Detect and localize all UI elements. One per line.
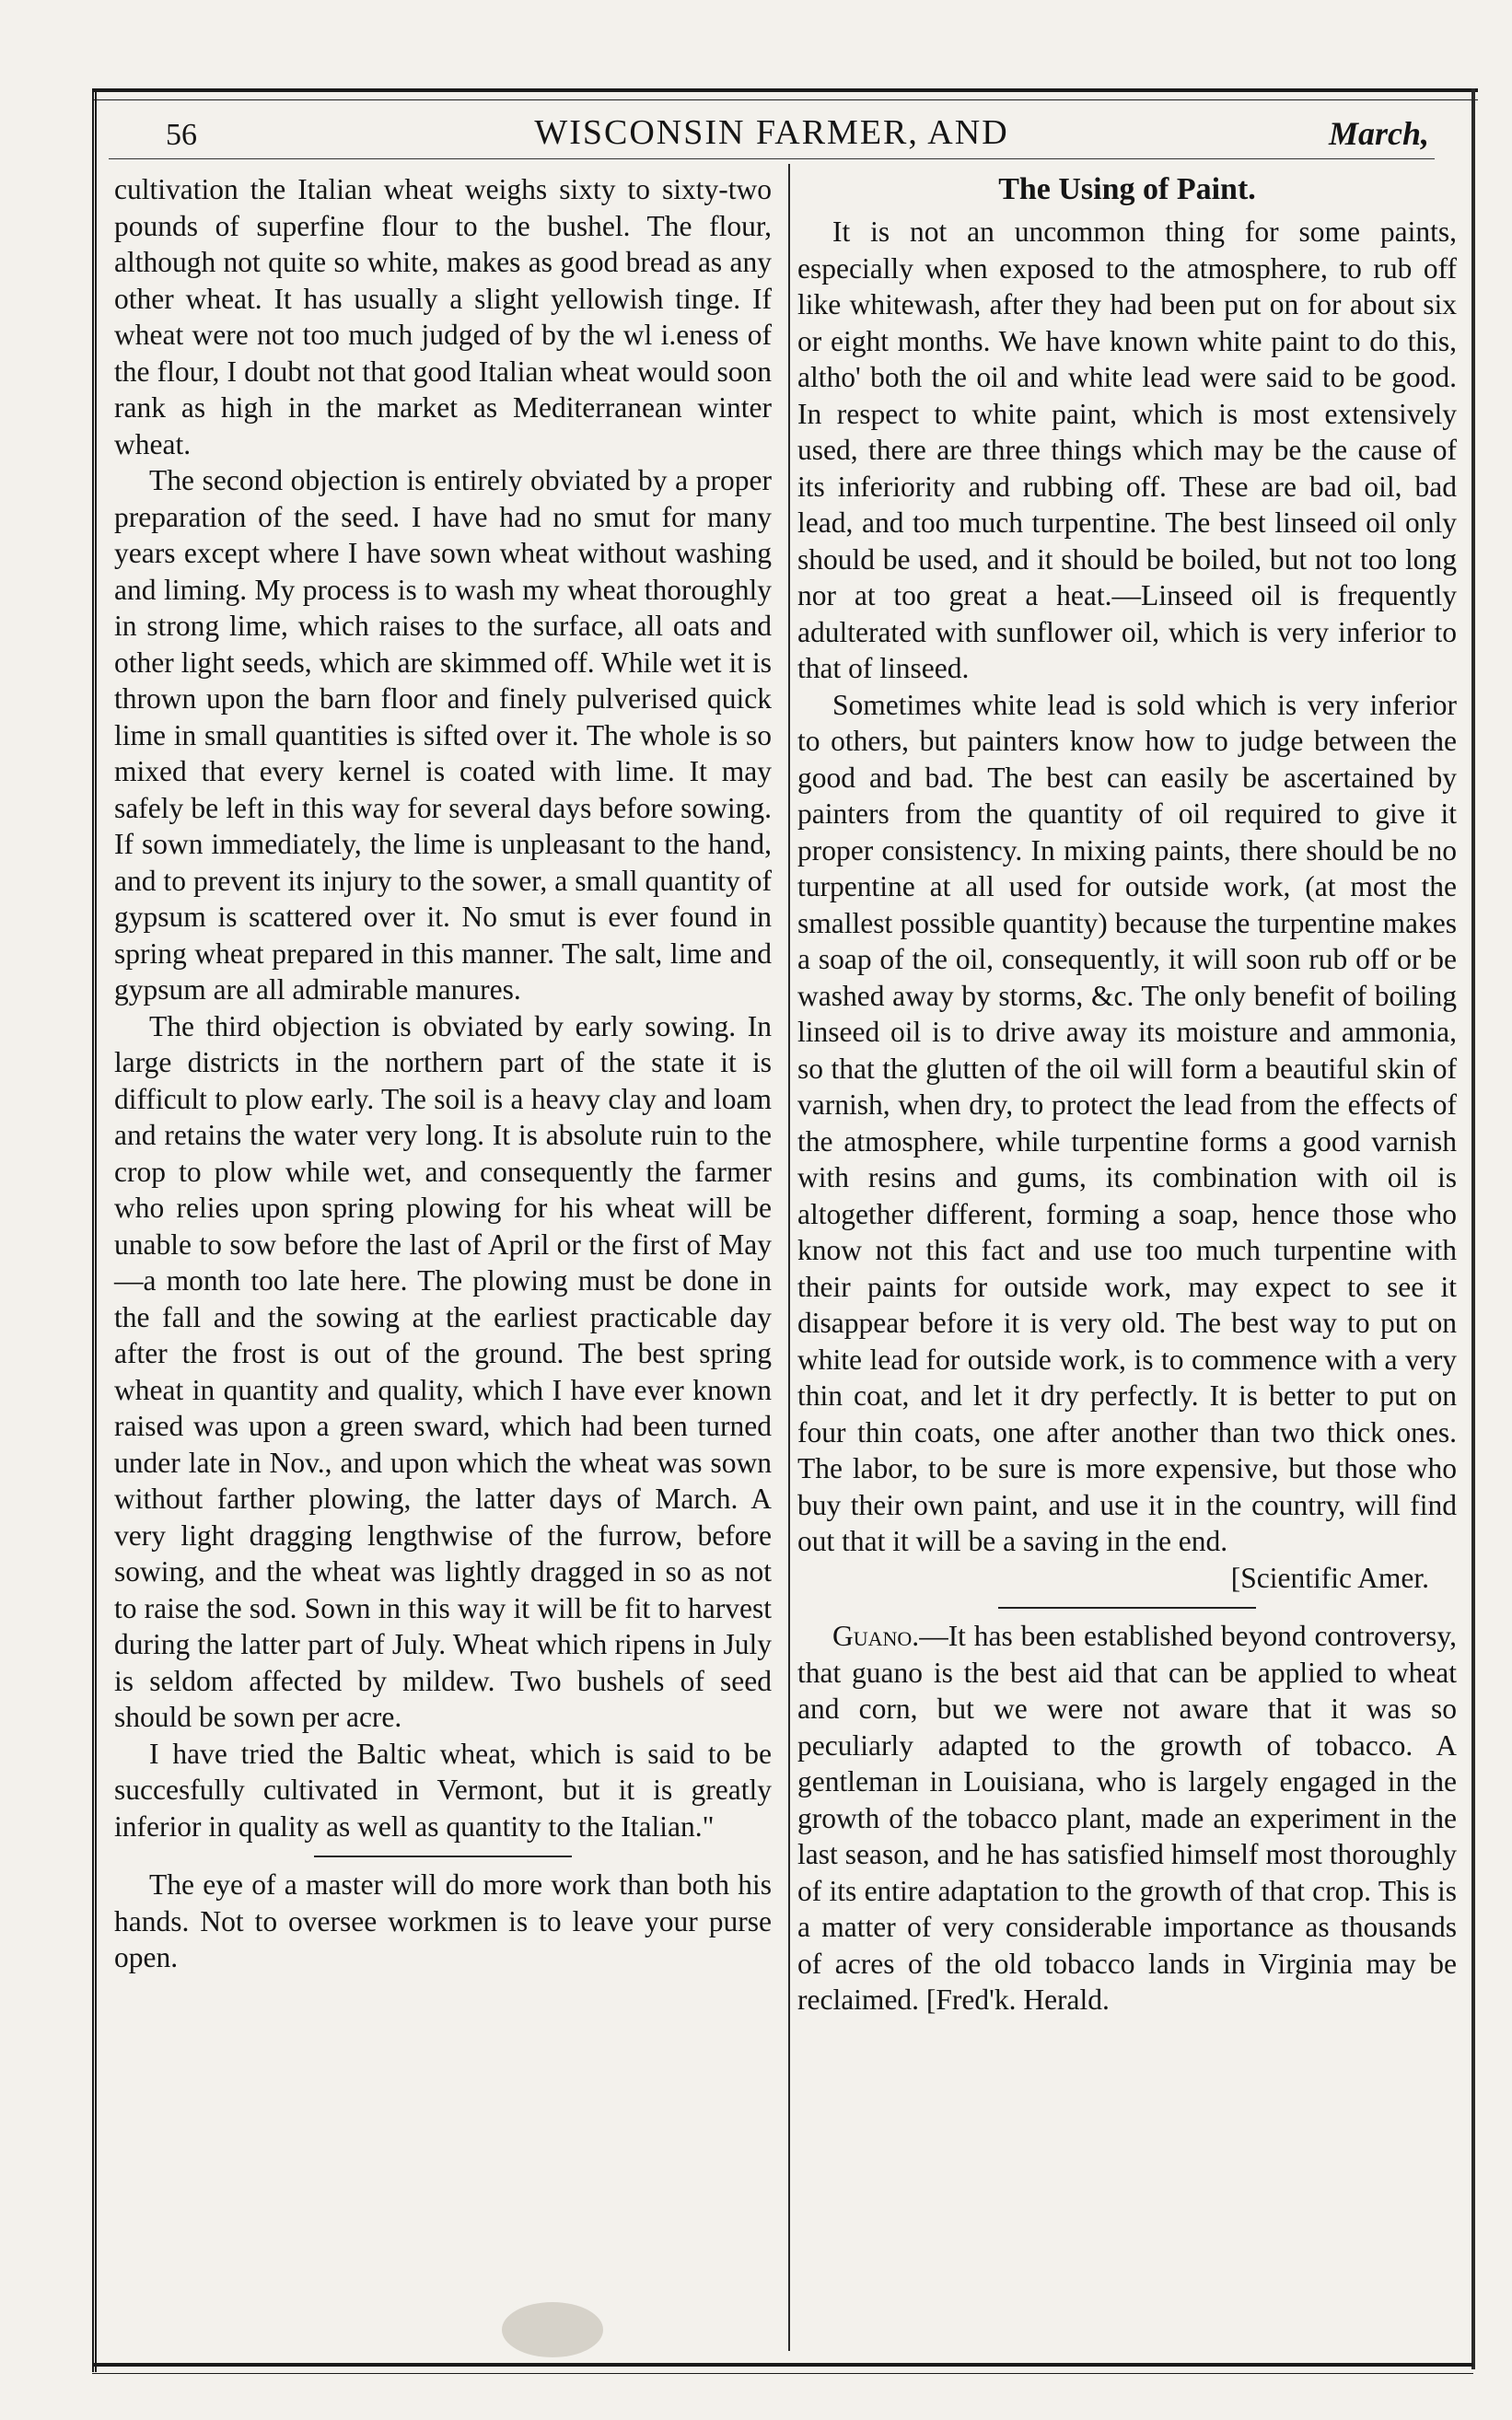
running-title: WISCONSIN FARMER, AND — [534, 113, 1009, 152]
paragraph: I have tried the Baltic wheat, which is said to be succesfully cultivated in Vermont, but it is greatly inferior in quality as well as quantity to the Italian." — [114, 1737, 772, 1843]
paragraph: The third objection is obviated by early sowing. In large districts in the northern part of the state it is difficult to plow early. The soil is a heavy clay and loam and retains the water very long. It is absolute ruin to the crop to plow while wet, and consequently the farmer who relies upon spring plowing for his wheat will be unable to sow before the last of April or the first of May—a month too late here. The plowing must be done in the fall and the sowing at the earliest practicable day after the frost is out of the ground. The best spring wheat in quantity and quality, which I have ever known raised was upon a green sward, which had been turned under late in Nov., and upon which the wheat was sown without farther plowing, the latter days of March. A very light dragging lengthwise of the furrow, before sowing, and the wheat was lightly dragged in so as not to raise the sod. Sown in this way it will be fit to harvest during the latter part of July. Wheat which ripens in July is seldom affected by mildew. Two bushels of seed should be sown per acre. — [114, 1009, 772, 1733]
guano-paragraph — [797, 1618, 1457, 2019]
paragraph: cultivation the Italian wheat weighs sixty to sixty-two pounds of superfine flour to the bushel. The flour, although not quite so white, makes as good bread as any other wheat. It has usually a slight yellowish tinge. If wheat were not too much judged of by the wl i.eness of the flour, I doubt not that good Italian wheat would soon rank as high in the market as Mediterranean winter wheat. — [114, 173, 772, 460]
page-number: 56 — [166, 118, 197, 152]
right-column — [797, 171, 1457, 2019]
section-separator — [314, 1850, 572, 1857]
guano-lead: Guano. — [832, 1620, 920, 1652]
section-separator — [998, 1601, 1256, 1609]
paragraph: It is not an uncommon thing for some paints, especially when exposed to the atmosphere, to rub off like whitewash, after they had been put on for about six or eight months. We have known white paint to do this, altho' both the oil and white lead were said to be good. In respect to white paint, which is most extensively used, there are three things which may be the cause of its inferiority and rubbing off. These are bad oil, bad lead, and too much turpentine. The best linseed oil only should be used, and it should be boiled, but not too long nor at too great a heat.—Linseed oil is frequently adulterated with sunflower oil, which is very inferior to that of linseed. — [797, 215, 1457, 684]
column-divider — [788, 164, 790, 2351]
paragraph: The second objection is entirely obviated by a proper preparation of the seed. I have had no smut for many years except where I have sown wheat without washing and liming. My process is to wash my wheat thoroughly in strong lime, which raises to the surface, all oats and other light seeds, which are skimmed off. While wet it is thrown upon the barn floor and finely pulverised quick lime in small quantities is sifted over it. The whole is so mixed that every kernel is coated with lime. It may safely be left in this way for several days before sowing. If sown immediately, the lime is unpleasant to the hand, and to prevent its injury to the sower, a small quantity of gypsum is scattered over it. No smut is ever found in spring wheat prepared in this manner. The salt, lime and gypsum are all admirable manures. — [114, 464, 772, 1006]
left-column — [114, 171, 772, 1976]
source-credit: [Fred'k. Herald. — [925, 1984, 1110, 2016]
issue-month: March, — [1328, 115, 1429, 152]
source-credit: [Scientific Amer. — [1230, 1561, 1429, 1594]
paper-stain — [502, 2302, 603, 2357]
article-title: The Using of Paint. — [998, 172, 1256, 206]
page-header — [109, 109, 1435, 159]
right-edge-rule — [1471, 88, 1475, 2369]
maxim-paragraph: The eye of a master will do more work than both his hands. Not to oversee workmen is to leave your purse open. — [114, 1868, 772, 1973]
bottom-rule — [92, 2363, 1473, 2374]
guano-text: —It has been established beyond controversy, that guano is the best aid that can be applied to wheat and corn, but we were not aware that it was so peculiarly adapted to the growth of tobacco. A gentleman in Louisiana, who is largely engaged in the growth of the tobacco plant, made an experiment in the last season, and he has satisfied himself most thoroughly of its entire adaptation to the growth of that crop. This is a matter of very considerable importance as thousands of acres of the old tobacco lands in Virginia may be reclaimed. — [797, 1620, 1457, 2016]
paragraph: Sometimes white lead is sold which is very inferior to others, but painters know how to judge between the good and bad. The best can easily be ascertained by painters from the quantity of oil required to give it proper consistency. In mixing paints, there should be no turpentine at all used for outside work, (at most the smallest possible quantity) because the turpentine makes a soap of the oil, consequently, it will soon rub off or be washed away by storms, &c. The only benefit of boiling linseed oil is to drive away its moisture and ammonia, so that the glutten of the oil will form a beautiful skin of varnish, when dry, to protect the lead from the effects of the atmosphere, while turpentine forms a good varnish with resins and gums, its combination with oil is altogether different, forming a soap, hence those who know not this fact and use too much turpentine with their paints for outside work, may expect to see it disappear before it is very old. The best way to put on white lead for outside work, is to commence with a very thin coat, and let it dry perfectly. It is better to put on four thin coats, one after another than two thick ones. The labor, to be sure is more expensive, but those who buy their own paint, and use it in the country, will find out that it will be a saving in the end. — [797, 688, 1457, 1557]
